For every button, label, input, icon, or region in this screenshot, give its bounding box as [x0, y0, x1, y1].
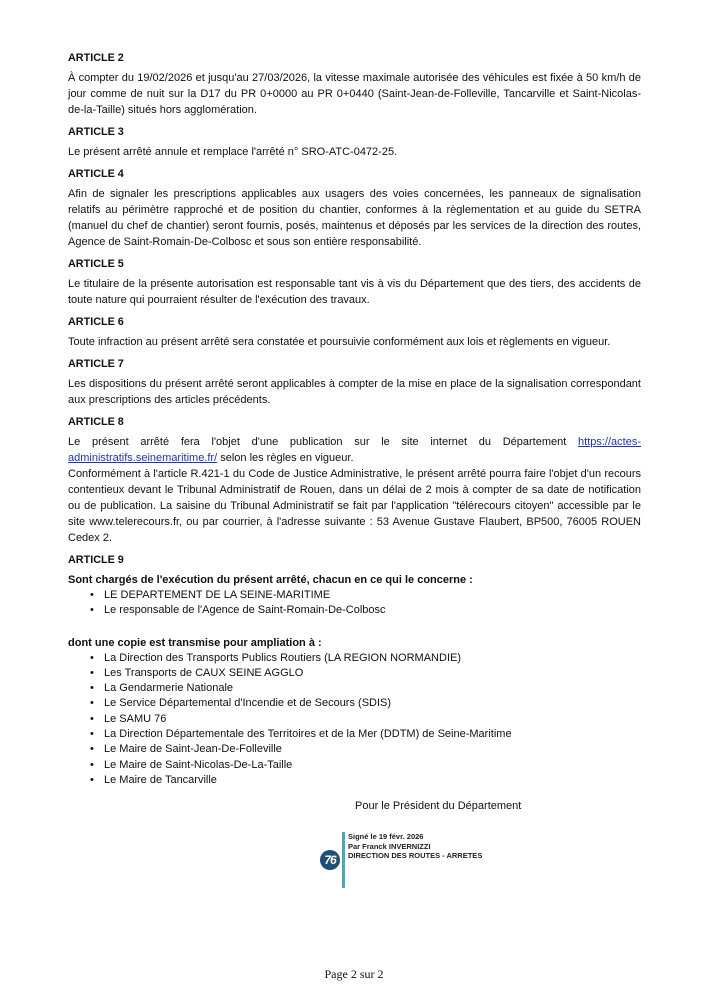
article-title: ARTICLE 7	[68, 358, 124, 370]
stamp-text	[348, 832, 482, 861]
publication-text-end: selon les règles en vigueur.	[217, 452, 354, 464]
article-paragraph: Toute infraction au présent arrêté sera constatée et poursuivie conformément aux lois et règlements en vigueur.	[68, 336, 611, 348]
department-76-logo-icon: 76	[320, 850, 340, 870]
article-title: ARTICLE 8	[68, 416, 124, 428]
article-7	[68, 356, 641, 408]
article-9	[68, 552, 641, 788]
article-paragraph: À compter du 19/02/2026 et jusqu'au 27/03/2026, la vitesse maximale autorisée des véhicules est fixée à 50 km/h de jour comme de nuit sur la D17 du PR 0+0000 au PR 0+0440 (Saint-Jean-de-Folleville, Tancarville et Saint-Nicolas-de-la-Taille) situés hors agglomération.	[68, 72, 641, 116]
article-title: ARTICLE 2	[68, 52, 124, 64]
publication-paragraph	[68, 434, 641, 466]
signoff-text: Pour le Président du Département	[355, 800, 522, 812]
actes-administratifs-link[interactable]: https://actes-administratifs.seinemaritime.fr/	[68, 436, 641, 464]
list-item: • Le Maire de Saint-Nicolas-De-La-Taille	[104, 758, 641, 773]
publication-text: Le présent arrêté fera l'objet d'une publication sur le site internet du Département	[68, 436, 579, 448]
execution-list	[68, 588, 641, 619]
article-5	[68, 256, 641, 308]
article-8	[68, 414, 641, 546]
copy-list	[68, 651, 641, 789]
article-6	[68, 314, 641, 350]
list-item: • Le Maire de Saint-Jean-De-Folleville	[104, 742, 641, 757]
recours-paragraph: Conformément à l'article R.421-1 du Code de Justice Administrative, le présent arrêté pourra faire l'objet d'un recours contentieux devant le Tribunal Administratif de Rouen, dans un délai de 2 mois à compter de sa date de notification ou de publication. La saisine du Tribunal Administratif se fait par l'application "télérecours citoyen" accessible par le site www.telerecours.fr, ou par courrier, à l'adresse suivante : 53 Avenue Gustave Flaubert, BP500, 76005 ROUEN Cedex 2.	[68, 468, 641, 544]
article-paragraph: Le présent arrêté annule et remplace l'arrêté n° SRO-ATC-0472-25.	[68, 146, 398, 158]
signature-stamp	[318, 832, 518, 888]
list-item: • LE DEPARTEMENT DE LA SEINE-MARITIME	[104, 588, 641, 603]
document-page	[68, 50, 641, 788]
article-paragraph: Les dispositions du présent arrêté seront applicables à compter de la mise en place de la signalisation correspondant aux prescriptions des articles précédents.	[68, 378, 641, 406]
copy-heading: dont une copie est transmise pour ampliation à :	[68, 636, 322, 649]
article-3	[68, 124, 641, 160]
article-paragraph: Afin de signaler les prescriptions applicables aux usagers des voies concernées, les panneaux de signalisation relatifs au périmètre rapproché et de position du chantier, conformes à la règlementation et au guide du SETRA (manuel du chef de chantier) seront fournis, posés, maintenus et déposés par les services de la direction des routes, Agence de Saint-Romain-De-Colbosc et sous son entière responsabilité.	[68, 188, 641, 248]
signed-by: Par Franck INVERNIZZI	[348, 841, 431, 851]
article-title: ARTICLE 6	[68, 316, 124, 328]
article-title: ARTICLE 5	[68, 258, 124, 270]
article-4	[68, 166, 641, 250]
list-item: • La Gendarmerie Nationale	[104, 681, 641, 696]
article-title: ARTICLE 9	[68, 554, 124, 566]
stamp-divider	[342, 832, 345, 888]
article-title: ARTICLE 4	[68, 168, 124, 180]
list-item: • Le Maire de Tancarville	[104, 773, 641, 788]
list-item: • Le Service Départemental d'Incendie et de Secours (SDIS)	[104, 696, 641, 711]
article-title: ARTICLE 3	[68, 126, 124, 138]
article-2	[68, 50, 641, 118]
list-item: • Les Transports de CAUX SEINE AGGLO	[104, 666, 641, 681]
list-item: • La Direction des Transports Publics Routiers (LA REGION NORMANDIE)	[104, 651, 641, 666]
page-number: Page 2 sur 2	[324, 967, 384, 981]
execution-heading: Sont chargés de l'exécution du présent arrêté, chacun en ce qui le concerne :	[68, 574, 473, 586]
spacer	[68, 619, 641, 635]
article-paragraph: Le titulaire de la présente autorisation est responsable tant vis à vis du Département que des tiers, des accidents de toute nature qui pourraient résulter de l'exécution des travaux.	[68, 278, 641, 306]
list-item: • La Direction Départementale des Territoires et de la Mer (DDTM) de Seine-Maritime	[104, 727, 641, 742]
signed-date: Signé le 19 févr. 2026	[348, 832, 424, 841]
list-item: • Le SAMU 76	[104, 712, 641, 727]
list-item: • Le responsable de l'Agence de Saint-Romain-De-Colbosc	[104, 603, 641, 618]
signed-service: DIRECTION DES ROUTES - ARRETES	[348, 851, 483, 860]
